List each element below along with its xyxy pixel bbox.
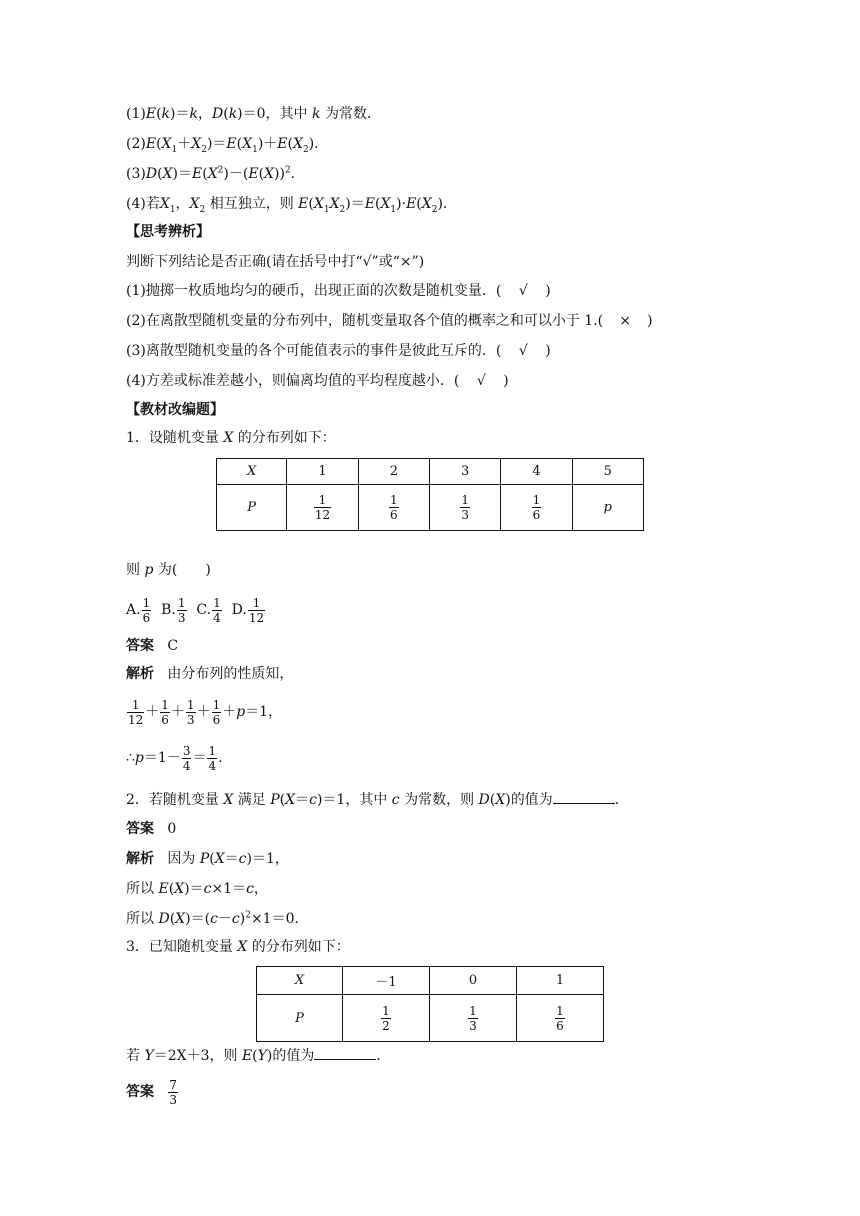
q3-question: 若 Y＝2X＋3，则 E(Y)的值为 ． [126,1045,390,1066]
q3-answer: 答案 $\frac{7}{3}$ [126,1077,177,1107]
q3-p-value: $\frac{1}{6}$ [516,995,603,1042]
q1-p-value: $\frac{1}{6}$ [358,485,429,531]
q1-equation-2: ∴p＝1－ $\frac{3}{4}$ ＝ $\frac{1}{4}$ . [126,743,223,773]
q1-answer: 答案 C [126,638,179,654]
q1-x-label: X [217,459,287,485]
q2-answer-blank[interactable] [553,789,615,804]
q1-question: 则 p 为( ) [126,562,211,578]
q1-x-value: 3 [430,459,501,485]
q3-p-label: P [257,995,343,1042]
think-item: (3)离散型随机变量的各个可能值表示的事件是彼此互斥的．( √ ) [126,343,551,359]
q3-x-value: 1 [516,967,603,995]
property-3: $(3)D(X)=E(X^2)-(E(X))^2$. [126,165,296,182]
property-2: $(2)E(X_1+X_2)=E(X_1)+E(X_2)$． [126,136,329,155]
q3-x-value: 0 [429,967,516,995]
q3-p-value: $\frac{1}{3}$ [429,995,516,1042]
q1-p-value: $\frac{1}{6}$ [501,485,572,531]
q3-distribution-table [256,966,604,1042]
q3-answer-blank[interactable] [314,1045,376,1060]
q1-p-value: p [572,485,643,531]
q1-p-label: P [217,485,287,531]
think-item: (2)在离散型随机变量的分布列中，随机变量取各个值的概率之和可以小于 1.( × ) [126,313,653,329]
q2-analysis: 解析 因为 P(X＝c)＝1， [126,851,289,867]
q2-analysis-line: 所以 $D(X)=(c-c)^2\times 1=0$. [126,910,299,927]
q1-options: A. $\frac{1}{6}$ B. $\frac{1}{3}$ C. $\frac{1}{4}$ D. $\frac{1}{12}$ [126,595,265,625]
q3-x-value: －1 [342,967,429,995]
think-item: (4)方差或标准差越小，则偏离均值的平均程度越小．( √ ) [126,373,509,389]
q2-answer: 答案 0 [126,821,177,837]
q1-p-value: $\frac{1}{3}$ [430,485,501,531]
q1-x-value: 4 [501,459,572,485]
think-item: (1)抛掷一枚质地均匀的硬币，出现正面的次数是随机变量．( √ ) [126,283,551,299]
q2-stem: 2．若随机变量 X 满足 P(X＝c)＝1，其中 c 为常数，则 D(X)的值为 ． [126,789,629,810]
property-1: (1)E(k)＝k，D(k)＝0，其中 k 为常数． [126,106,381,122]
q1-equation-1: $\frac{1}{12}$ ＋ $\frac{1}{6}$ ＋ $\frac{1}{3}$ ＋ $\frac{1}{6}$ ＋p＝1， [128,697,283,727]
q3-x-label: X [257,967,343,995]
q2-analysis-line: 所以 E(X)＝c×1＝c， [126,881,268,897]
q1-analysis: 解析 由分布列的性质知， [126,666,294,682]
q1-p-value: $\frac{1}{12}$ [287,485,358,531]
q1-stem: 1．设随机变量 X 的分布列如下： [126,430,336,446]
textbook-heading: 【教材改编题】 [126,402,224,418]
q1-distribution-table [216,458,644,531]
q3-stem: 3．已知随机变量 X 的分布列如下： [126,939,350,955]
q1-x-value: 1 [287,459,358,485]
property-4: (4)若$X_1$，$X_2$ 相互独立，则 $E(X_1X_2)=E(X_1)\cdot E(X_2)$． [126,196,457,215]
think-intro: 判断下列结论是否正确(请在括号中打“√”或“×”) [126,254,425,270]
q1-x-value: 2 [358,459,429,485]
q1-x-value: 5 [572,459,643,485]
q3-p-value: $\frac{1}{2}$ [342,995,429,1042]
think-heading: 【思考辨析】 [126,224,210,240]
